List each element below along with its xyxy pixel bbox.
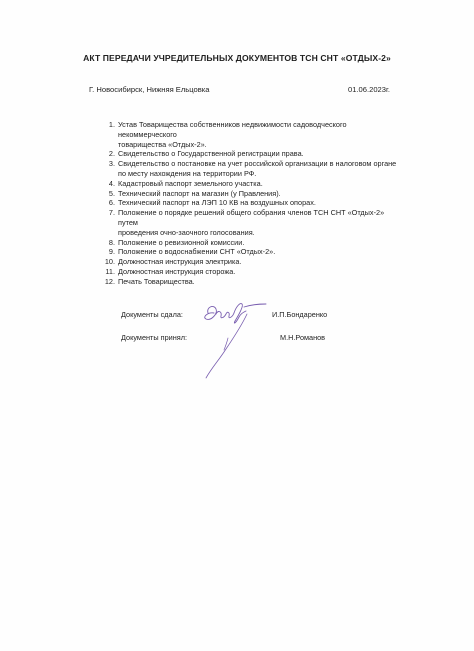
received-label: Документы принял:	[121, 333, 187, 342]
list-item	[98, 247, 398, 257]
list-item-number: 11.	[105, 266, 115, 276]
list-item-number: 3.	[108, 159, 115, 169]
document-list	[98, 120, 398, 287]
list-item-text: Печать Товарищества.	[118, 276, 195, 286]
received-name: М.Н.Романов	[280, 333, 326, 342]
list-item-text: Положение о порядке решений общего собрания членов ТСН СНТ «Отдых-2» путем	[118, 208, 385, 227]
list-item	[98, 159, 398, 179]
list-item	[98, 208, 398, 237]
list-item-text: Кадастровый паспорт земельного участка.	[118, 178, 263, 188]
list-item	[98, 277, 398, 287]
list-item-number: 9.	[108, 247, 115, 257]
list-item-text: проведения очно-заочного голосования.	[118, 227, 255, 237]
list-item	[98, 267, 398, 277]
place: Г. Новосибирск, Нижняя Ельцовка	[89, 85, 210, 94]
list-item-text: Технический паспорт на магазин (у Правления).	[118, 188, 281, 198]
list-item	[98, 198, 398, 208]
list-item-text: Технический паспорт на ЛЭП 10 КВ на воздушных опорах.	[118, 198, 316, 208]
list-item	[98, 149, 398, 159]
list-item-text: Свидетельство о постановке на учет российской организации в налоговом органе	[118, 159, 397, 169]
list-item-text: по месту нахождения на территории РФ.	[118, 168, 257, 178]
handed-name: И.П.Бондаренко	[272, 310, 328, 319]
list-item-number: 8.	[108, 237, 115, 247]
list-item	[98, 179, 398, 189]
list-item-number: 7.	[108, 208, 115, 218]
list-item-text: Свидетельство о Государственной регистрации права.	[118, 149, 304, 159]
list-item-text: Должностная инструкция электрика.	[118, 257, 242, 267]
document-title: АКТ ПЕРЕДАЧИ УЧРЕДИТЕЛЬНЫХ ДОКУМЕНТОВ ТСН СНТ «ОТДЫХ-2»	[83, 53, 391, 63]
list-item	[98, 238, 398, 248]
handed-label: Документы сдала:	[121, 310, 183, 319]
list-item-number: 2.	[108, 149, 115, 159]
list-item-number: 6.	[108, 198, 115, 208]
list-item-text: Положение о водоснабжении СНТ «Отдых-2».	[118, 247, 276, 257]
list-item	[98, 257, 398, 267]
list-item-text: Устав Товарищества собственников недвижимости садоводческого некоммерческого	[118, 120, 347, 139]
list-item	[98, 120, 398, 149]
handwritten-signature	[178, 292, 268, 384]
list-item-text: Положение о ревизионной комиссии.	[118, 237, 245, 247]
list-item-number: 4.	[108, 178, 115, 188]
list-item-number: 10.	[104, 257, 115, 267]
list-item-number: 5.	[108, 188, 115, 198]
date: 01.06.2023г.	[348, 85, 390, 94]
list-item-text: Должностная инструкция сторожа.	[118, 266, 236, 276]
list-item	[98, 189, 398, 199]
list-item-text: товарищества «Отдых-2».	[118, 139, 207, 149]
list-item-number: 1.	[108, 120, 115, 129]
list-item-number: 12.	[104, 276, 115, 286]
